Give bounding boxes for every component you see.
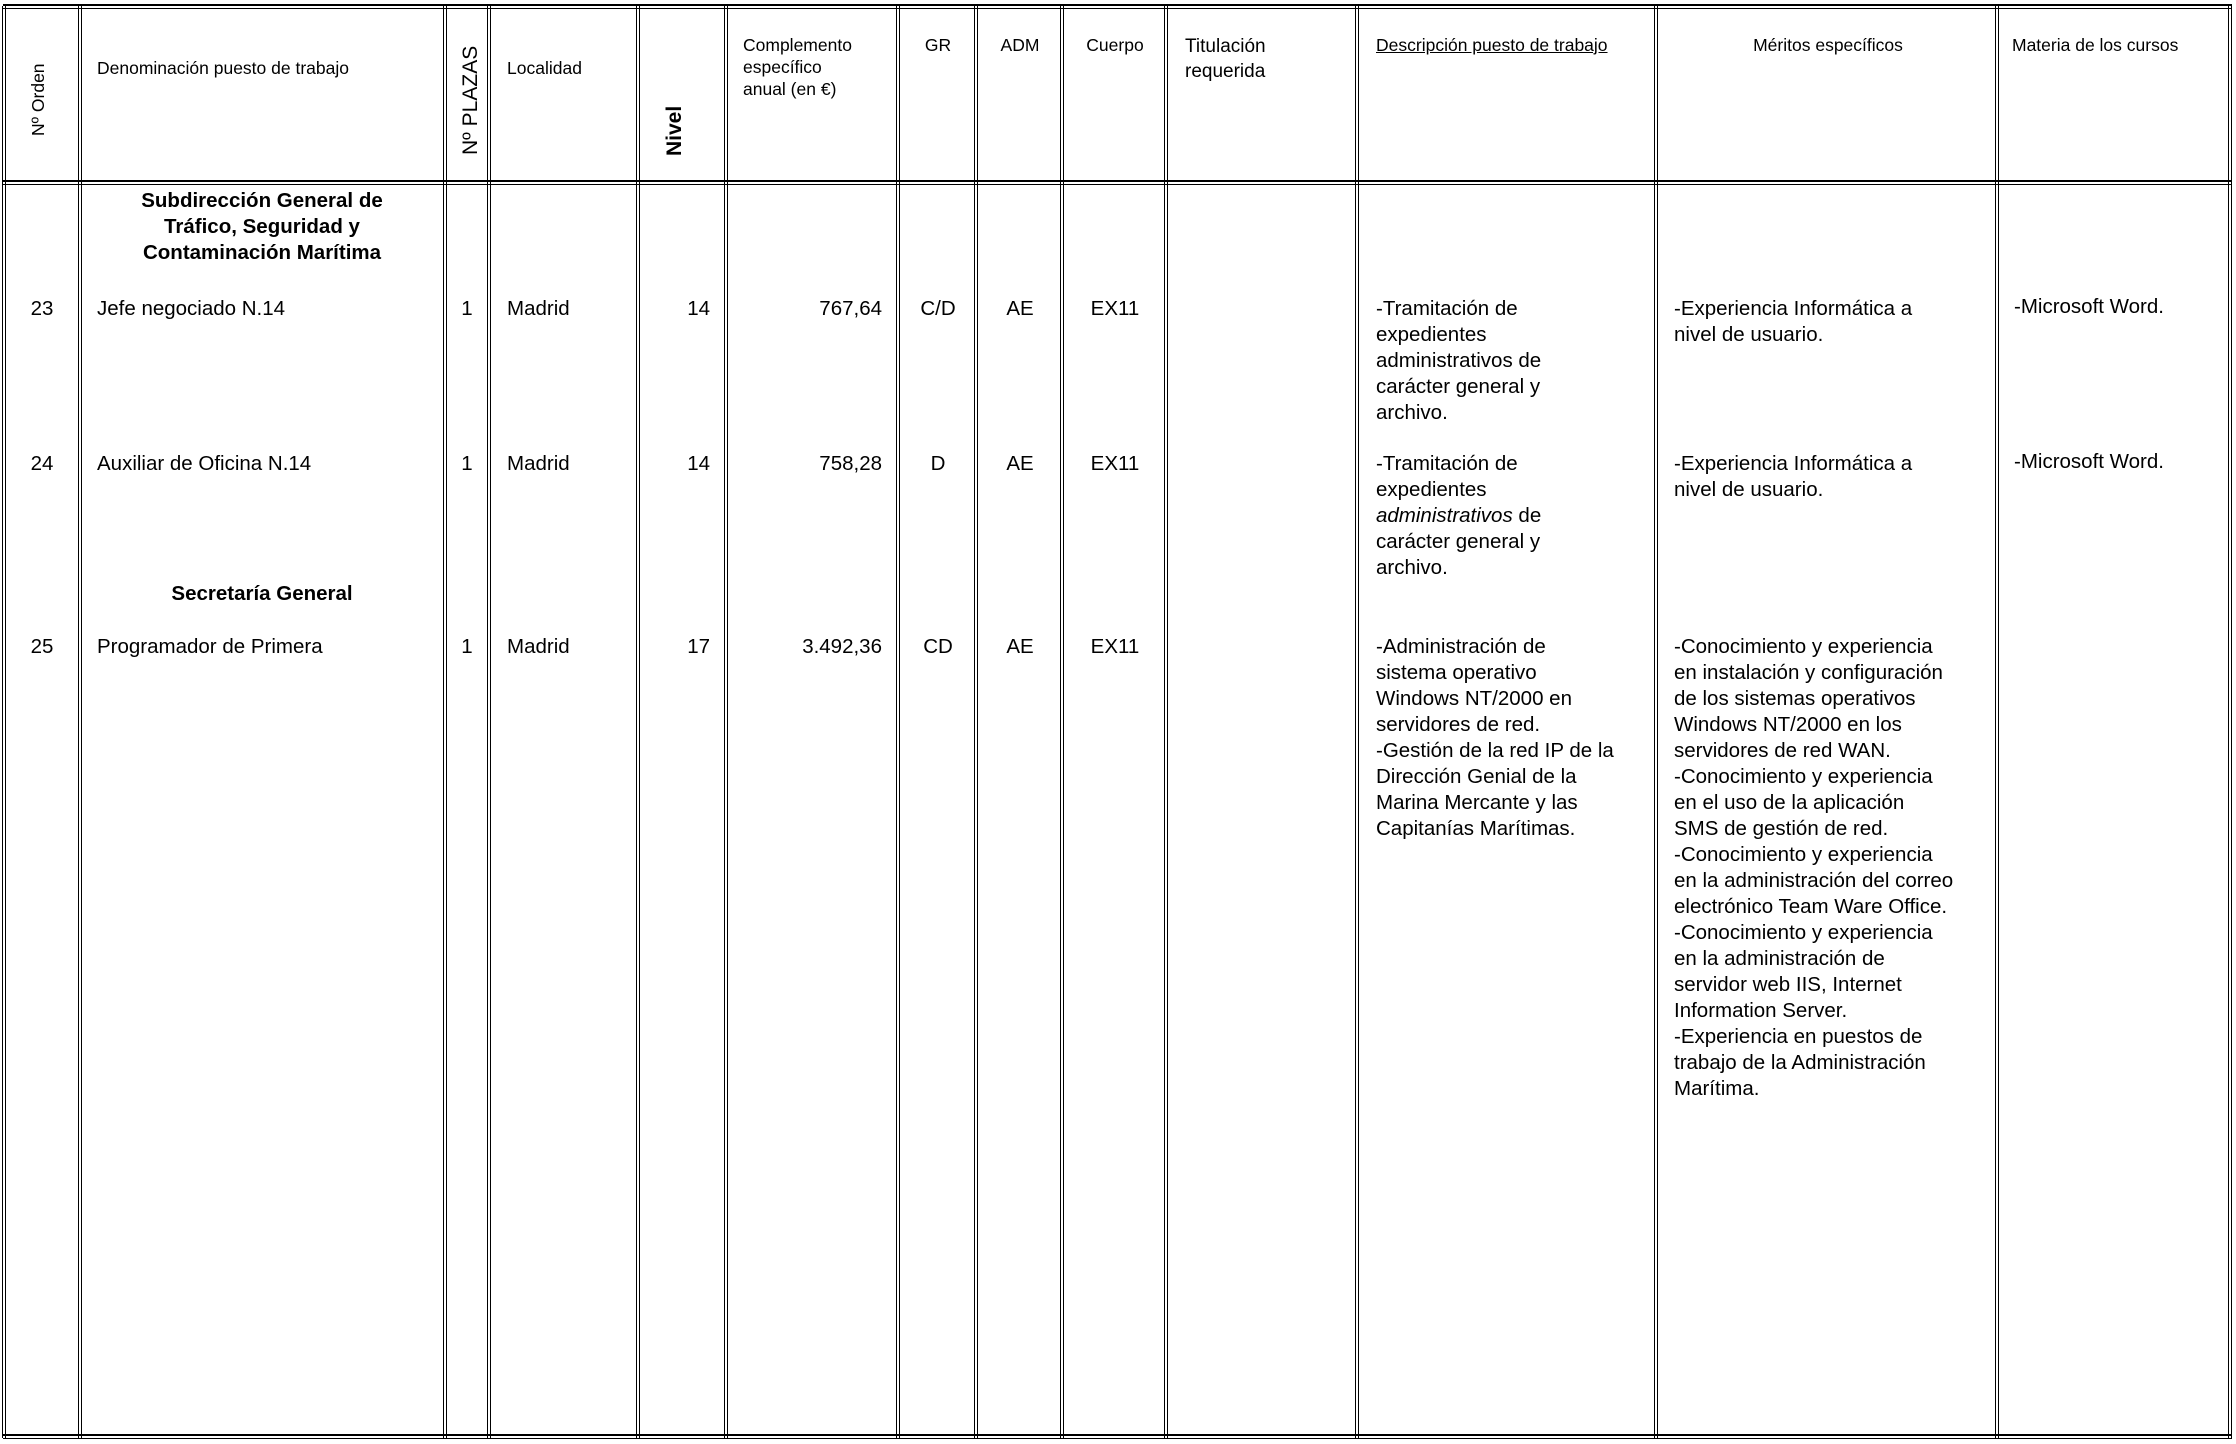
cell-localidad: Madrid	[507, 452, 570, 475]
text-line: electrónico Team Ware Office.	[1674, 895, 1948, 918]
header-materia: Materia de los cursos	[2012, 35, 2179, 55]
text-line: archivo.	[1376, 556, 1448, 579]
header-localidad: Localidad	[507, 58, 582, 78]
header-plazas: Nº PLAZAS	[459, 45, 482, 155]
row-border-bottom	[3, 1434, 2232, 1439]
cell-descripcion	[1376, 296, 1541, 426]
section-heading-line: Contaminación Marítima	[142, 241, 382, 264]
cell-complemento: 767,64	[819, 297, 882, 320]
col-border-gr	[974, 6, 978, 1438]
text-line: -Microsoft Word.	[2014, 450, 2164, 473]
header-descripcion: Descripción puesto de trabajo	[1376, 35, 1608, 55]
cell-localidad: Madrid	[507, 635, 570, 658]
text-line: -Experiencia en puestos de	[1674, 1025, 1923, 1048]
cell-complemento: 758,28	[819, 452, 882, 475]
header-meritos: Méritos específicos	[1753, 35, 1903, 55]
text-line: -Tramitación de	[1376, 452, 1518, 475]
section-heading-secretaria	[82, 581, 442, 607]
header-titulacion-line1: Titulación	[1185, 36, 1266, 57]
col-border-complemento	[896, 6, 900, 1438]
section-heading-line: Subdirección General de	[141, 189, 383, 212]
text-line: nivel de usuario.	[1674, 323, 1824, 346]
row-border-top	[3, 4, 2232, 9]
col-border-plazas	[487, 6, 491, 1438]
section-heading-line: Secretaría General	[171, 582, 353, 605]
text-line: de los sistemas operativos	[1674, 687, 1916, 710]
cell-materia	[2014, 294, 2164, 320]
cell-materia	[2014, 449, 2164, 475]
text-line: en la administración de	[1674, 947, 1885, 970]
text-fragment: de	[1512, 504, 1542, 527]
text-line: -Microsoft Word.	[2014, 295, 2164, 318]
header-orden: Nº Orden	[28, 63, 48, 136]
text-line: -Administración de	[1376, 635, 1546, 658]
header-gr: GR	[924, 35, 952, 55]
cell-gr: CD	[923, 635, 953, 658]
cell-plazas: 1	[461, 297, 473, 320]
text-line: trabajo de la Administración	[1674, 1051, 1926, 1074]
text-line: carácter general y	[1376, 530, 1541, 553]
text-line: expedientes	[1376, 323, 1487, 346]
col-border-denominacion	[443, 6, 447, 1438]
text-line: -Conocimiento y experiencia	[1674, 635, 1933, 658]
cell-adm: AE	[1006, 452, 1034, 475]
header-nivel: Nivel	[663, 105, 686, 156]
text-line: archivo.	[1376, 401, 1448, 424]
cell-orden: 25	[30, 635, 54, 658]
header-titulacion-line2: requerida	[1185, 61, 1266, 82]
italic-word: administrativos	[1376, 504, 1513, 527]
header-complemento-line2: específico	[743, 57, 822, 77]
header-complemento-line3: anual (en €)	[743, 79, 837, 99]
text-line: administrativos de	[1376, 349, 1542, 372]
cell-plazas: 1	[461, 452, 473, 475]
cell-meritos	[1674, 296, 1912, 348]
text-line: Windows NT/2000 en	[1376, 687, 1572, 710]
col-border-left	[2, 6, 6, 1438]
col-border-right	[2228, 6, 2232, 1438]
text-line: Information Server.	[1674, 999, 1848, 1022]
col-border-titulacion	[1355, 6, 1359, 1438]
text-line: Dirección Genial de la	[1376, 765, 1577, 788]
text-line: -Experiencia Informática a	[1674, 452, 1913, 475]
cell-meritos	[1674, 634, 1953, 1102]
text-line: nivel de usuario.	[1674, 478, 1824, 501]
text-line	[1376, 503, 1541, 529]
cell-denominacion: Auxiliar de Oficina N.14	[97, 452, 312, 475]
row-border-header	[3, 180, 2232, 185]
cell-gr: D	[930, 452, 946, 475]
text-line: carácter general y	[1376, 375, 1541, 398]
text-line: Marítima.	[1674, 1077, 1760, 1100]
cell-adm: AE	[1006, 297, 1034, 320]
text-line: servidores de red.	[1376, 713, 1541, 736]
cell-cuerpo: EX11	[1090, 635, 1140, 658]
text-line: Marina Mercante y las	[1376, 791, 1578, 814]
cell-complemento: 3.492,36	[802, 635, 882, 658]
col-border-nivel	[724, 6, 728, 1438]
header-complemento	[743, 34, 852, 100]
cell-plazas: 1	[461, 635, 473, 658]
col-border-adm	[1060, 6, 1064, 1438]
col-border-localidad	[636, 6, 640, 1438]
cell-nivel: 14	[687, 297, 710, 320]
cell-denominacion: Jefe negociado N.14	[97, 297, 286, 320]
cell-gr: C/D	[920, 297, 956, 320]
header-denominacion: Denominación puesto de trabajo	[97, 58, 349, 78]
text-line: Windows NT/2000 en los	[1674, 713, 1902, 736]
cell-orden: 24	[30, 452, 54, 475]
text-line: Capitanías Marítimas.	[1376, 817, 1576, 840]
text-line: expedientes	[1376, 478, 1487, 501]
header-titulacion	[1185, 34, 1266, 84]
text-line: servidores de red WAN.	[1674, 739, 1891, 762]
section-heading-subdireccion	[82, 188, 442, 266]
text-line: SMS de gestión de red.	[1674, 817, 1889, 840]
header-adm: ADM	[1000, 35, 1040, 55]
text-line: -Tramitación de	[1376, 297, 1518, 320]
cell-cuerpo: EX11	[1090, 452, 1140, 475]
header-complemento-line1: Complemento	[743, 35, 852, 55]
cell-cuerpo: EX11	[1090, 297, 1140, 320]
text-line: -Conocimiento y experiencia	[1674, 921, 1933, 944]
cell-denominacion: Programador de Primera	[97, 635, 323, 658]
col-border-meritos	[1995, 6, 1999, 1438]
text-line: en instalación y configuración	[1674, 661, 1943, 684]
text-line: -Conocimiento y experiencia	[1674, 843, 1933, 866]
text-line: en la administración del correo	[1674, 869, 1954, 892]
cell-descripcion	[1376, 451, 1541, 581]
cell-descripcion	[1376, 634, 1614, 842]
col-border-descripcion	[1654, 6, 1658, 1438]
col-border-cuerpo	[1164, 6, 1168, 1438]
cell-nivel: 17	[687, 635, 710, 658]
text-line: -Experiencia Informática a	[1674, 297, 1913, 320]
cell-orden: 23	[30, 297, 54, 320]
header-cuerpo: Cuerpo	[1086, 35, 1144, 55]
text-line: en el uso de la aplicación	[1674, 791, 1905, 814]
section-heading-line: Tráfico, Seguridad y	[164, 215, 360, 238]
cell-meritos	[1674, 451, 1912, 503]
text-line: sistema operativo	[1376, 661, 1537, 684]
text-line: servidor web IIS, Internet	[1674, 973, 1902, 996]
text-line: -Conocimiento y experiencia	[1674, 765, 1933, 788]
cell-adm: AE	[1006, 635, 1034, 658]
cell-localidad: Madrid	[507, 297, 570, 320]
text-line: -Gestión de la red IP de la	[1376, 739, 1614, 762]
cell-nivel: 14	[687, 452, 710, 475]
